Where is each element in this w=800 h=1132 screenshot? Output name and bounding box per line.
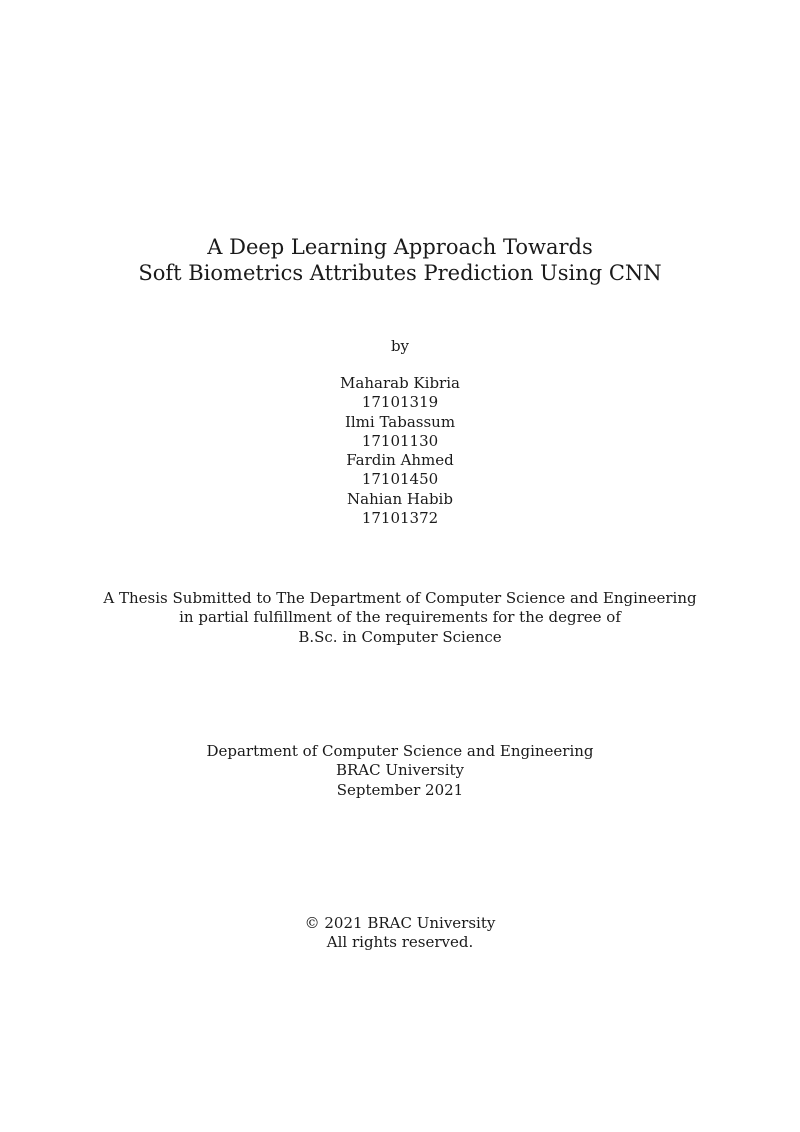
thesis-title-line-2: Soft Biometrics Attributes Prediction Using CNN — [138, 261, 662, 285]
submission-line-1: A Thesis Submitted to The Department of Computer Science and Engineering — [103, 589, 697, 607]
affiliation-block — [0, 742, 800, 800]
by-label-block — [0, 337, 800, 356]
author-name: Fardin Ahmed — [346, 451, 454, 470]
author-id: 17101319 — [361, 393, 439, 412]
department-name: Department of Computer Science and Engineering — [206, 742, 594, 760]
author-name: Ilmi Tabassum — [344, 412, 456, 431]
submission-statement — [0, 589, 800, 647]
rights-reserved: All rights reserved. — [326, 933, 474, 952]
university-name: BRAC University — [335, 761, 464, 780]
copyright-notice: © 2021 BRAC University — [304, 914, 496, 932]
submission-date: September 2021 — [336, 780, 464, 799]
thesis-title-line-1: A Deep Learning Approach Towards — [207, 235, 593, 259]
author-name: Nahian Habib — [347, 489, 453, 508]
copyright-block — [0, 914, 800, 953]
author-id: 17101450 — [361, 470, 439, 489]
author-list — [0, 374, 800, 528]
author-name: Maharab Kibria — [340, 374, 460, 392]
thesis-title — [0, 234, 800, 286]
author-id: 17101372 — [361, 509, 439, 528]
submission-line-3: B.Sc. in Computer Science — [298, 627, 502, 646]
by-label: by — [390, 337, 410, 355]
author-id: 17101130 — [361, 431, 439, 450]
submission-line-2: in partial fulfillment of the requirements for the degree of — [179, 608, 621, 627]
